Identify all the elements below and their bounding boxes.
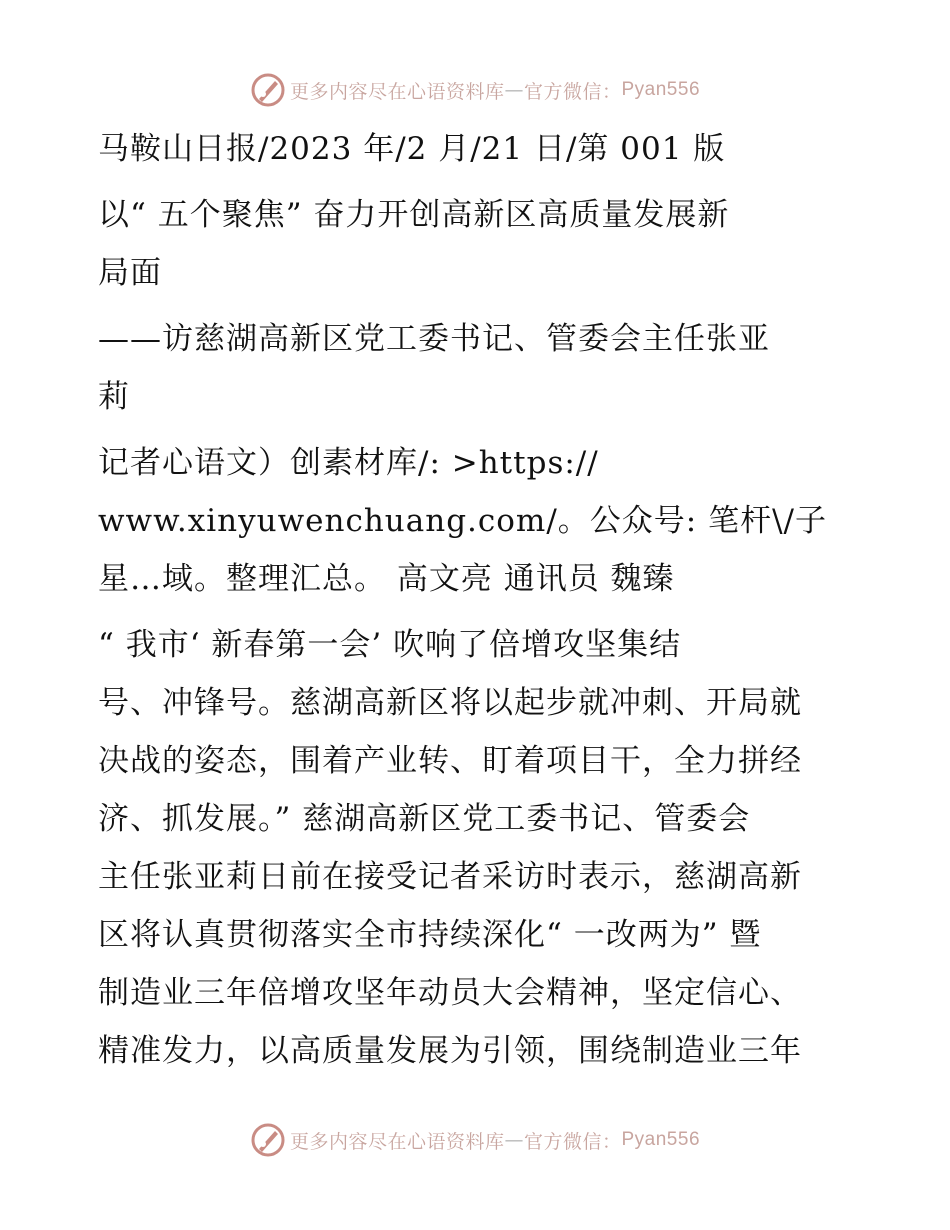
watermark-promo: 更多内容尽在心语资料库	[289, 1130, 505, 1153]
body-line: “ 我市‘ 新春第一会’ 吹响了倍增攻坚集结	[98, 627, 682, 663]
watermark-handle: Pyan556	[621, 1129, 701, 1150]
headline-line: 局面	[98, 255, 162, 291]
body-line: 区将认真贯彻落实全市持续深化“ 一改两为” 暨	[98, 917, 762, 953]
watermark-banner-top	[0, 70, 950, 110]
pen-seal-icon	[250, 1122, 286, 1158]
pen-seal-icon	[250, 72, 286, 108]
body-line: 决战的姿态，围着产业转、盯着项目干，全力拼经	[98, 743, 802, 779]
body-line: 主任张亚莉日前在接受记者采访时表示，慈湖高新	[98, 859, 802, 895]
watermark-separator: —	[504, 1129, 524, 1151]
watermark-handle: Pyan556	[621, 79, 701, 100]
body-line: 制造业三年倍增攻坚年动员大会精神，坚定信心、	[98, 975, 802, 1011]
byline-line: 星…域。整理汇总。 高文亮 通讯员 魏臻	[98, 561, 675, 597]
body-line: 精准发力，以高质量发展为引领，围绕制造业三年	[98, 1033, 802, 1069]
headline-line: 以“ 五个聚焦” 奋力开创高新区高质量发展新	[98, 197, 730, 233]
headline	[98, 186, 858, 302]
watermark-banner-bottom	[0, 1120, 950, 1160]
subheadline	[98, 310, 858, 426]
byline-line: 记者心语文）创素材库/: >https://	[98, 445, 599, 481]
watermark-promo: 更多内容尽在心语资料库	[289, 80, 505, 103]
dateline	[98, 120, 858, 178]
watermark-subtitle: 官方微信：	[523, 80, 622, 103]
article-page	[98, 120, 858, 1088]
dateline-text: 马鞍山日报/2023 年/2 月/21 日/第 001 版	[98, 131, 726, 167]
article-body	[98, 616, 858, 1080]
body-line: 号、冲锋号。慈湖高新区将以起步就冲刺、开局就	[98, 685, 802, 721]
watermark-separator: —	[504, 79, 524, 101]
byline	[98, 434, 858, 608]
body-line: 济、抓发展。” 慈湖高新区党工委书记、管委会	[98, 801, 751, 837]
subheadline-line: ——访慈湖高新区党工委书记、管委会主任张亚	[98, 321, 770, 357]
subheadline-line: 莉	[98, 379, 130, 415]
byline-line: www.xinyuwenchuang.com/。公众号: 笔杆\/子	[98, 503, 827, 539]
watermark-subtitle: 官方微信：	[523, 1130, 622, 1153]
